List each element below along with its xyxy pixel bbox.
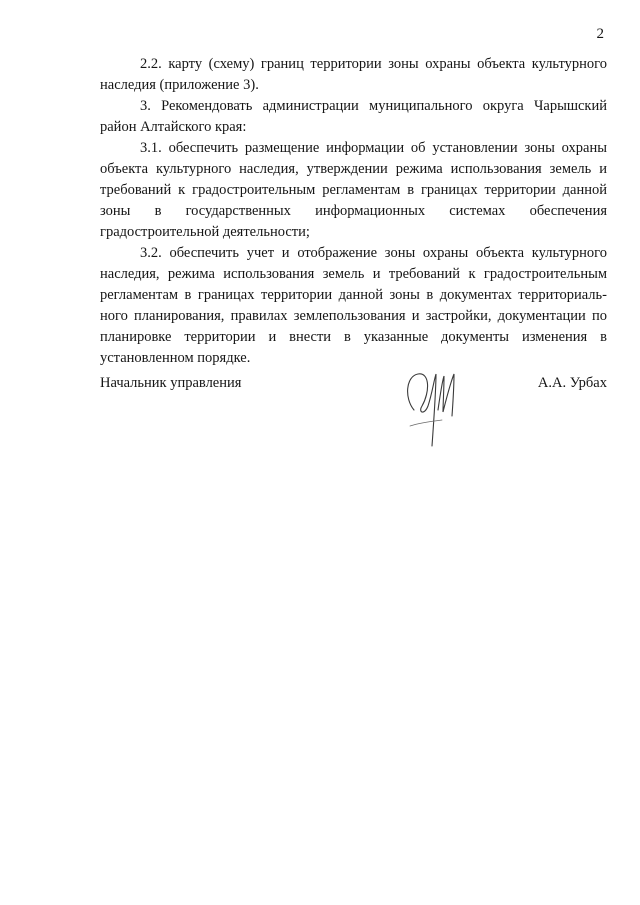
text-line: район Алтайского края: — [100, 119, 247, 135]
signatory-name: А.А. Урбах — [537, 375, 607, 391]
text-line: наследия, режима использования земель и требований к градостроительным — [100, 266, 607, 282]
text-line: 3. Рекомендовать администрации муниципального округа Чарышский — [140, 98, 607, 114]
text-line: регламентам в границах территории данной зоны в документах территориаль- — [100, 287, 607, 303]
text-line: зоны в государственных информационных системах обеспечения — [100, 203, 607, 219]
text-line: установленном порядке. — [100, 350, 251, 366]
text-line: 3.1. обеспечить размещение информации об установлении зоны охраны — [140, 140, 607, 156]
text-line: объекта культурного наследия, утверждении режима использования земель и — [100, 161, 607, 177]
text-line: требований к градостроительным регламентам в границах территории данной — [100, 182, 607, 198]
page-number: 2 — [596, 26, 604, 42]
text-line: планировке территории и внести в указанные документы изменения в — [100, 329, 607, 345]
text-line: градостроительной деятельности; — [100, 224, 310, 240]
text-line: 3.2. обеспечить учет и отображение зоны охраны объекта культурного — [140, 245, 607, 261]
signatory-title: Начальник управления — [100, 375, 242, 391]
handwritten-signature — [396, 366, 466, 452]
text-line: наследия (приложение 3). — [100, 77, 259, 93]
text-line: ного планирования, правилах землепользования и застройки, документации по — [100, 308, 607, 324]
text-line: 2.2. карту (схему) границ территории зоны охраны объекта культурного — [140, 56, 607, 72]
